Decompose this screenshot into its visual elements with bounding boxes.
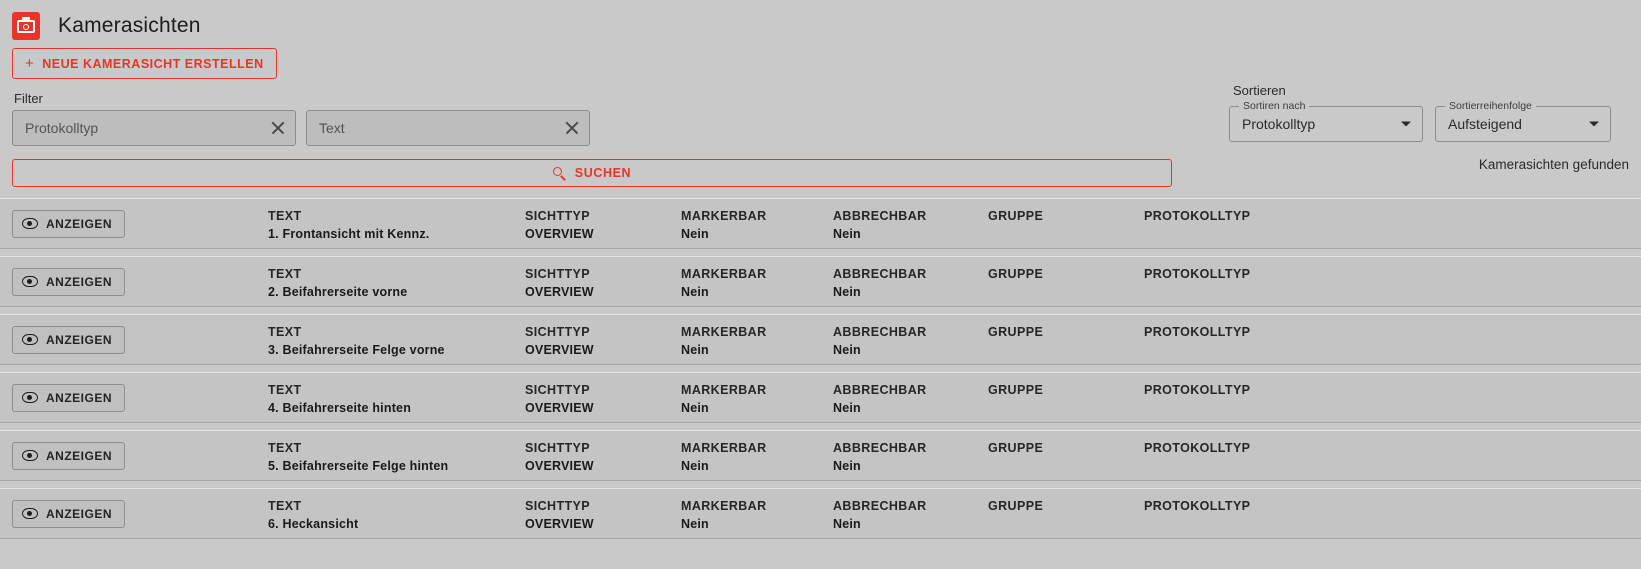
page-title: Kamerasichten — [58, 14, 201, 37]
cell-value-sichttyp: OVERVIEW — [525, 342, 594, 357]
cell-value-markerbar: Nein — [681, 342, 709, 357]
cell-value-markerbar: Nein — [681, 458, 709, 473]
cell-sichttyp — [525, 208, 594, 244]
table-row[interactable] — [0, 372, 1641, 423]
cell-protokolltyp — [1144, 266, 1250, 283]
view-row-button[interactable] — [12, 384, 125, 412]
cell-header-protokolltyp: PROTOKOLLTYP — [1144, 383, 1251, 397]
view-row-label: ANZEIGEN — [46, 390, 113, 405]
protokolltyp-field[interactable] — [12, 110, 296, 146]
cell-markerbar — [681, 324, 767, 360]
cell-gruppe — [988, 498, 1043, 515]
cell-gruppe — [988, 440, 1043, 457]
chevron-down-icon[interactable] — [1589, 122, 1599, 127]
cell-value-markerbar: Nein — [681, 400, 709, 415]
table-row[interactable] — [0, 314, 1641, 365]
sort-by-legend: Sortiren nach — [1239, 100, 1309, 112]
eye-icon — [22, 218, 38, 229]
cell-protokolltyp — [1144, 382, 1250, 399]
cell-header-text: TEXT — [268, 383, 302, 397]
cell-header-gruppe: GRUPPE — [988, 441, 1044, 455]
cell-abbrechbar — [833, 382, 927, 418]
protokolltyp-input[interactable] — [13, 120, 295, 136]
cell-text — [268, 208, 429, 244]
cell-header-gruppe: GRUPPE — [988, 267, 1044, 281]
sort-order-select[interactable] — [1435, 100, 1611, 142]
cell-text — [268, 324, 445, 360]
cell-header-gruppe: GRUPPE — [988, 383, 1044, 397]
cell-header-abbrechbar: ABBRECHBAR — [833, 325, 927, 339]
cell-value-sichttyp: OVERVIEW — [525, 458, 594, 473]
cell-header-sichttyp: SICHTTYP — [525, 441, 591, 455]
cell-header-text: TEXT — [268, 441, 302, 455]
cell-protokolltyp — [1144, 324, 1250, 341]
cell-abbrechbar — [833, 440, 927, 476]
cell-header-abbrechbar: ABBRECHBAR — [833, 209, 927, 223]
chevron-down-icon[interactable] — [1401, 122, 1411, 127]
cell-text — [268, 498, 358, 534]
search-icon — [553, 167, 566, 180]
view-row-label: ANZEIGEN — [46, 448, 113, 463]
close-icon[interactable] — [270, 120, 286, 136]
cell-value-abbrechbar: Nein — [833, 458, 861, 473]
view-row-label: ANZEIGEN — [46, 506, 113, 521]
cell-value-text: 5. Beifahrerseite Felge hinten — [268, 458, 449, 473]
cell-header-text: TEXT — [268, 325, 302, 339]
cell-sichttyp — [525, 266, 594, 302]
cell-header-sichttyp: SICHTTYP — [525, 325, 591, 339]
filter-section-label: Filter — [14, 91, 43, 106]
cell-text — [268, 266, 407, 302]
text-input[interactable] — [307, 120, 589, 136]
view-row-label: ANZEIGEN — [46, 332, 113, 347]
cell-header-abbrechbar: ABBRECHBAR — [833, 441, 927, 455]
cell-header-markerbar: MARKERBAR — [681, 499, 767, 513]
cell-value-markerbar: Nein — [681, 284, 709, 299]
cell-abbrechbar — [833, 498, 927, 534]
results-found-text: Kamerasichten gefunden — [1478, 157, 1629, 172]
cell-sichttyp — [525, 440, 594, 476]
view-row-button[interactable] — [12, 268, 125, 296]
view-row-label: ANZEIGEN — [46, 274, 113, 289]
cell-gruppe — [988, 324, 1043, 341]
cell-header-abbrechbar: ABBRECHBAR — [833, 267, 927, 281]
cell-value-sichttyp: OVERVIEW — [525, 516, 594, 531]
create-row — [0, 44, 1641, 79]
cell-protokolltyp — [1144, 440, 1250, 457]
eye-icon — [22, 276, 38, 287]
cell-header-markerbar: MARKERBAR — [681, 441, 767, 455]
cell-text — [268, 440, 448, 476]
cell-value-abbrechbar: Nein — [833, 516, 861, 531]
cell-value-sichttyp: OVERVIEW — [525, 226, 594, 241]
cell-header-abbrechbar: ABBRECHBAR — [833, 383, 927, 397]
cell-header-text: TEXT — [268, 267, 302, 281]
cell-value-text: 6. Heckansicht — [268, 516, 359, 531]
cell-header-protokolltyp: PROTOKOLLTYP — [1144, 209, 1251, 223]
search-button[interactable] — [12, 159, 1172, 187]
cell-header-markerbar: MARKERBAR — [681, 325, 767, 339]
cell-value-abbrechbar: Nein — [833, 400, 861, 415]
cell-abbrechbar — [833, 324, 927, 360]
cell-gruppe — [988, 382, 1043, 399]
cell-markerbar — [681, 498, 767, 534]
cell-sichttyp — [525, 498, 594, 534]
cell-header-markerbar: MARKERBAR — [681, 267, 767, 281]
cell-header-abbrechbar: ABBRECHBAR — [833, 499, 927, 513]
camera-icon — [12, 12, 40, 40]
cell-markerbar — [681, 382, 767, 418]
cell-markerbar — [681, 208, 767, 244]
cell-header-sichttyp: SICHTTYP — [525, 383, 591, 397]
cell-header-text: TEXT — [268, 499, 302, 513]
cell-abbrechbar — [833, 208, 927, 244]
cell-header-protokolltyp: PROTOKOLLTYP — [1144, 499, 1251, 513]
cell-value-abbrechbar: Nein — [833, 226, 861, 241]
table-row[interactable] — [0, 488, 1641, 539]
sort-order-value: Aufsteigend — [1448, 116, 1522, 132]
sort-by-value: Protokolltyp — [1242, 116, 1316, 132]
cell-header-gruppe: GRUPPE — [988, 325, 1044, 339]
cell-value-text: 2. Beifahrerseite vorne — [268, 284, 408, 299]
cell-header-markerbar: MARKERBAR — [681, 383, 767, 397]
table-row[interactable] — [0, 430, 1641, 481]
cell-header-protokolltyp: PROTOKOLLTYP — [1144, 325, 1251, 339]
cell-value-text: 1. Frontansicht mit Kennz. — [268, 226, 430, 241]
cell-header-sichttyp: SICHTTYP — [525, 209, 591, 223]
cell-markerbar — [681, 440, 767, 476]
cell-value-markerbar: Nein — [681, 226, 709, 241]
cell-value-sichttyp: OVERVIEW — [525, 284, 594, 299]
cell-text — [268, 382, 411, 418]
create-camera-view-button[interactable] — [12, 48, 277, 79]
cell-sichttyp — [525, 382, 594, 418]
eye-icon — [22, 508, 38, 519]
close-icon[interactable] — [564, 120, 580, 136]
cell-sichttyp — [525, 324, 594, 360]
cell-value-text: 4. Beifahrerseite hinten — [268, 400, 412, 415]
eye-icon — [22, 334, 38, 345]
view-row-button[interactable] — [12, 210, 125, 238]
plus-icon: + — [25, 55, 35, 72]
sort-order-legend: Sortierreihenfolge — [1445, 100, 1536, 112]
view-row-label: ANZEIGEN — [46, 216, 113, 231]
cell-gruppe — [988, 266, 1043, 283]
cell-markerbar — [681, 266, 767, 302]
cell-value-sichttyp: OVERVIEW — [525, 400, 594, 415]
camera-view-list — [0, 198, 1641, 546]
table-row[interactable] — [0, 256, 1641, 307]
text-field[interactable] — [306, 110, 590, 146]
view-row-button[interactable] — [12, 326, 125, 354]
cell-header-markerbar: MARKERBAR — [681, 209, 767, 223]
eye-icon — [22, 450, 38, 461]
sort-by-select[interactable] — [1229, 100, 1423, 142]
cell-value-abbrechbar: Nein — [833, 342, 861, 357]
sort-area — [1229, 83, 1629, 142]
cell-header-gruppe: GRUPPE — [988, 499, 1044, 513]
sort-section-label: Sortieren — [1233, 83, 1286, 98]
cell-header-gruppe: GRUPPE — [988, 209, 1044, 223]
view-row-button[interactable] — [12, 500, 125, 528]
table-row[interactable] — [0, 198, 1641, 249]
cell-value-markerbar: Nein — [681, 516, 709, 531]
cell-header-protokolltyp: PROTOKOLLTYP — [1144, 267, 1251, 281]
cell-header-sichttyp: SICHTTYP — [525, 499, 591, 513]
cell-gruppe — [988, 208, 1043, 225]
cell-value-text: 3. Beifahrerseite Felge vorne — [268, 342, 445, 357]
cell-value-abbrechbar: Nein — [833, 284, 861, 299]
eye-icon — [22, 392, 38, 403]
cell-header-protokolltyp: PROTOKOLLTYP — [1144, 441, 1251, 455]
cell-header-text: TEXT — [268, 209, 302, 223]
cell-abbrechbar — [833, 266, 927, 302]
cell-protokolltyp — [1144, 498, 1250, 515]
cell-protokolltyp — [1144, 208, 1250, 225]
view-row-button[interactable] — [12, 442, 125, 470]
search-button-label: SUCHEN — [574, 166, 632, 180]
create-camera-view-label: NEUE KAMERASICHT ERSTELLEN — [42, 56, 264, 71]
app-header — [0, 0, 1641, 44]
cell-header-sichttyp: SICHTTYP — [525, 267, 591, 281]
